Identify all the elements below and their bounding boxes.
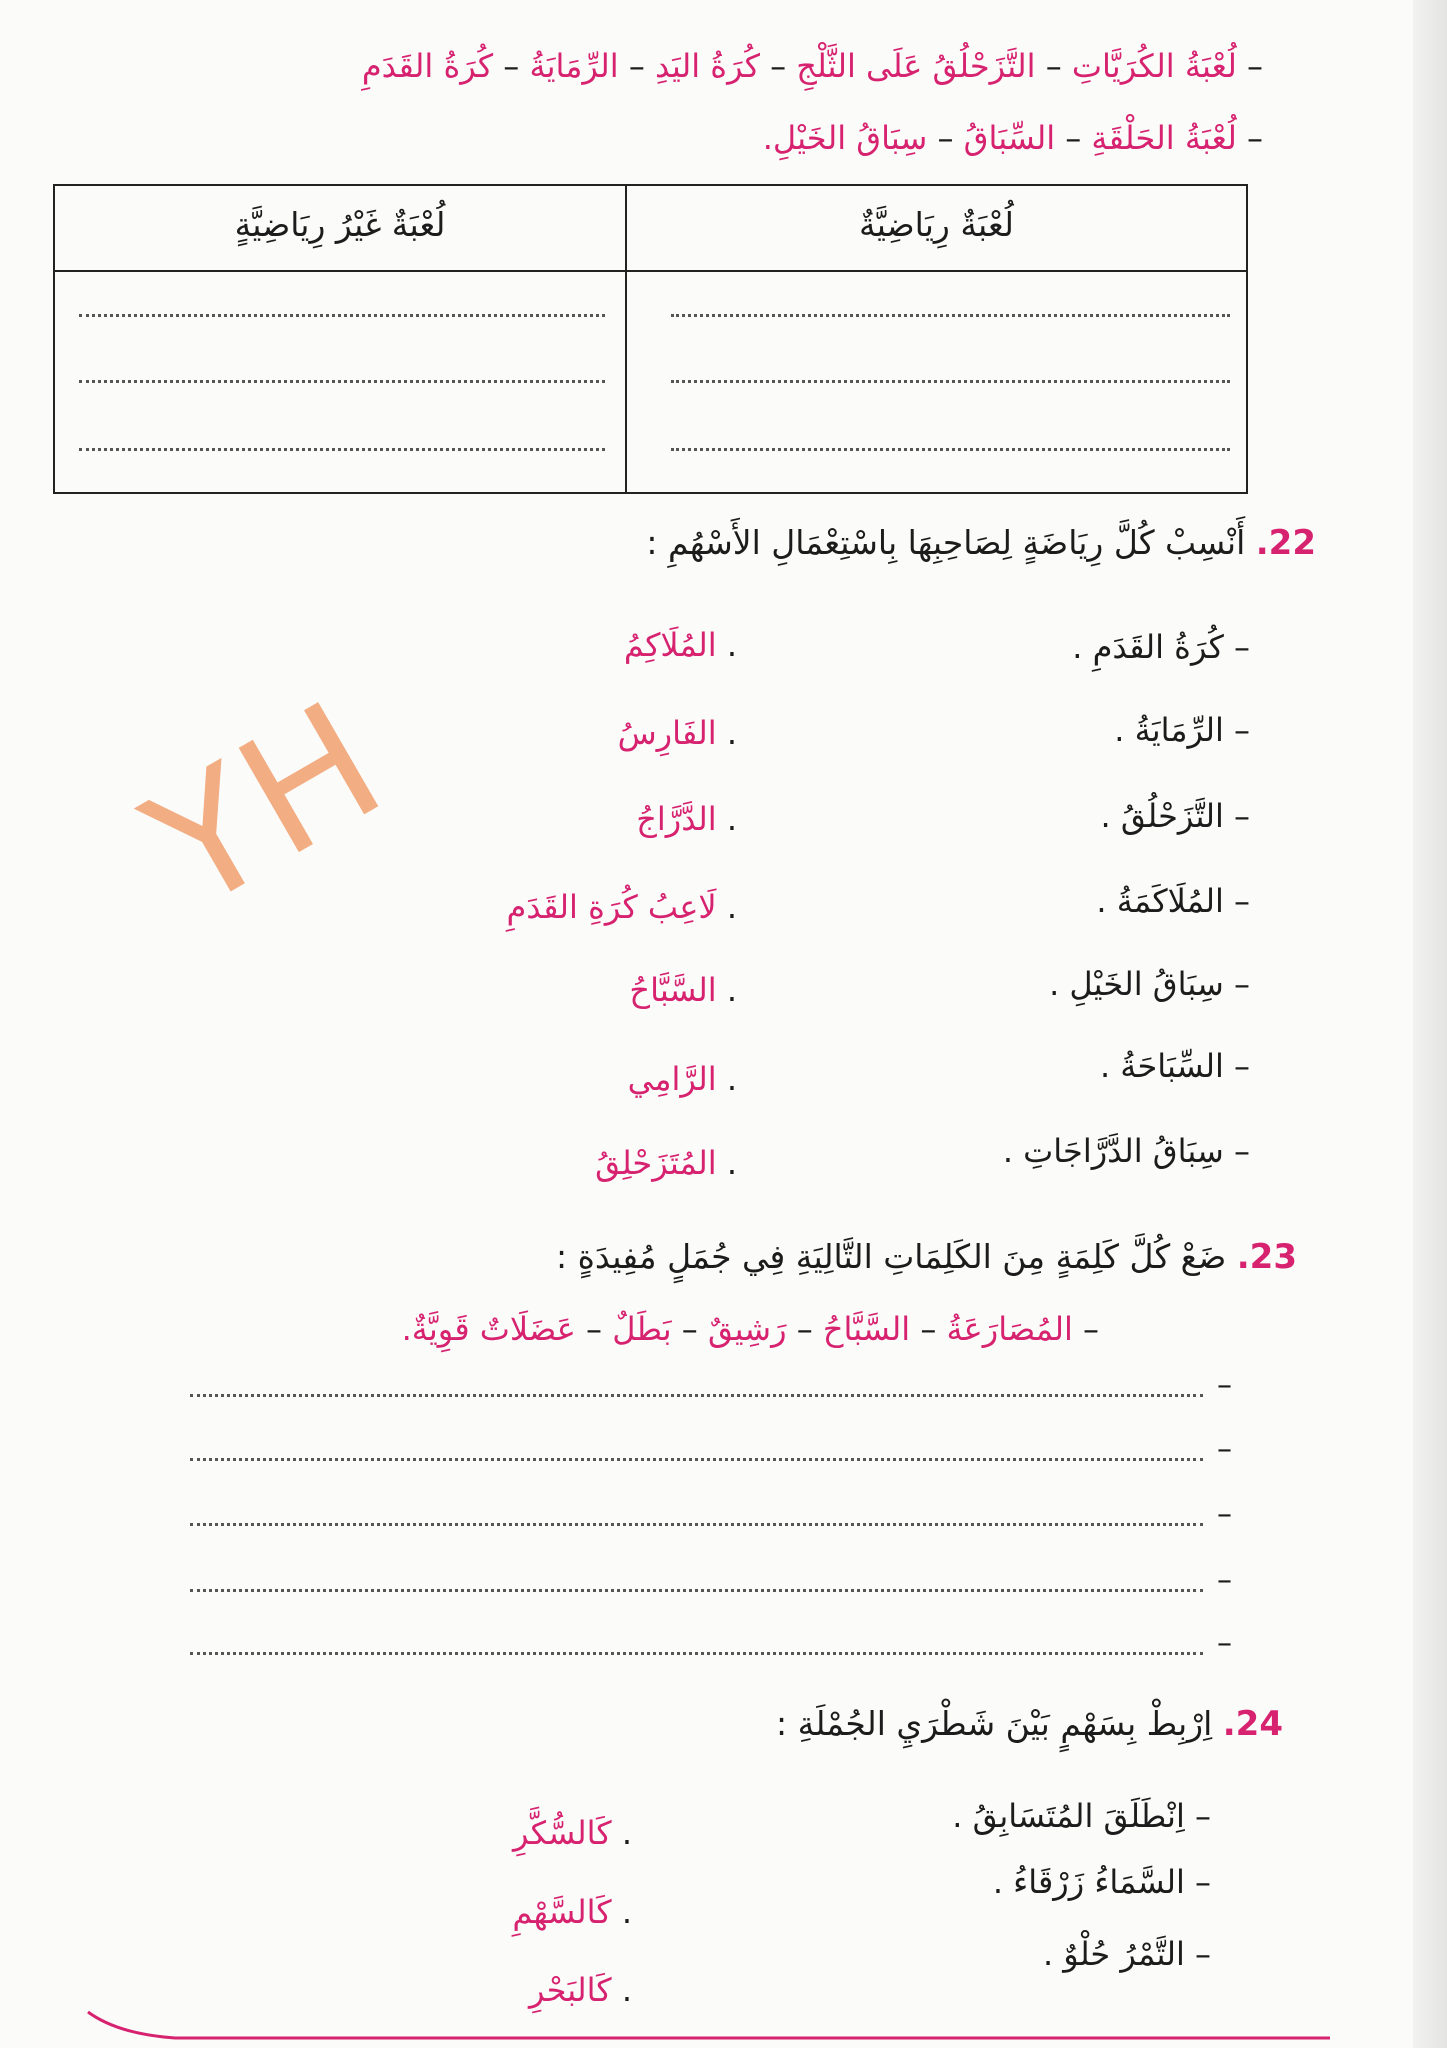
separator: –: [1065, 119, 1082, 157]
separator: –: [586, 1310, 603, 1348]
separator: –: [1083, 1310, 1099, 1348]
separator: –: [681, 1310, 698, 1348]
bullet: .: [726, 626, 737, 664]
sentence-first-half: – اِنْطَلَقَ المُتَسَابِقُ .: [952, 1797, 1211, 1835]
sentence-first-half: – التَّمْرُ حُلْوٌ .: [1042, 1935, 1211, 1973]
athlete-item: [628, 1055, 737, 1103]
dotted-line: [190, 1652, 1203, 1655]
dotted-line: [190, 1523, 1203, 1526]
separator: –: [1045, 47, 1062, 85]
word-bank-item: التَّزَحْلُقُ عَلَى الثَّلْجِ: [796, 47, 1036, 85]
bullet: .: [726, 1144, 737, 1182]
athlete-label: المُتَزَحْلِقُ: [595, 1144, 717, 1182]
sentence-first-half: – السَّمَاءُ زَرْقَاءُ .: [992, 1863, 1211, 1901]
line-marker: –: [1217, 1626, 1232, 1661]
bullet: .: [726, 800, 737, 838]
sentence-answer-line: [190, 1557, 1232, 1601]
separator: –: [628, 47, 645, 85]
question-22-heading: [646, 519, 1316, 567]
athlete-item: [618, 709, 737, 757]
dotted-line: [190, 1458, 1203, 1461]
athlete-item: [506, 883, 737, 931]
question-23-word-list: [402, 1305, 1099, 1353]
question-number: 23.: [1236, 1237, 1297, 1277]
athlete-label: الدَّرَّاجُ: [636, 800, 717, 838]
question-23-heading: [556, 1233, 1297, 1281]
table-header-non-sport: لُعْبَةٌ غَيْرُ رِيَاضِيَّةٍ: [234, 205, 446, 244]
word-item: عَضَلَاتٌ قَوِيَّةٌ.: [401, 1310, 576, 1348]
question-number: 24.: [1222, 1704, 1283, 1744]
sentence-second-half: [529, 1966, 632, 2014]
sport-item: – السِّبَاحَةُ .: [1099, 1047, 1250, 1085]
word-item: السَّبَّاحُ: [822, 1310, 911, 1348]
sentence-second-half: [513, 1809, 632, 1857]
question-instruction: ضَعْ كُلَّ كَلِمَةٍ مِنَ الكَلِمَاتِ التَّالِيَةِ فِي جُمَلٍ مُفِيدَةٍ :: [556, 1237, 1227, 1276]
athlete-item: [595, 1139, 737, 1187]
separator: –: [770, 47, 787, 85]
line-marker: –: [1217, 1432, 1232, 1467]
word-item: المُصَارَعَةُ: [946, 1310, 1073, 1348]
dotted-line: [190, 1589, 1203, 1592]
bullet: .: [621, 1893, 632, 1931]
sport-item: – المُلَاكَمَةُ .: [1096, 882, 1250, 920]
word-bank-item: السِّبَاقُ: [963, 119, 1056, 157]
sentence-answer-line: [190, 1362, 1232, 1406]
sentence-answer-line: [190, 1491, 1232, 1535]
page-edge-shadow: [1413, 0, 1447, 2048]
sentence-answer-line: [190, 1426, 1232, 1470]
word-bank-item: الرِّمَايَةُ: [529, 47, 619, 85]
second-half-label: كَالسَّهْمِ: [512, 1893, 612, 1931]
separator: –: [937, 119, 954, 157]
word-bank-item: لُعْبَةُ الحَلْقَةِ: [1091, 119, 1237, 157]
question-instruction: اِرْبِطْ بِسَهْمٍ بَيْنَ شَطْرَيِ الجُمْلَةِ :: [776, 1704, 1213, 1743]
athlete-label: المُلَاكِمُ: [623, 626, 717, 664]
sport-item: – سِبَاقُ الدَّرَّاجَاتِ .: [1002, 1132, 1250, 1170]
word-bank-item: كُرَةُ اليَدِ: [655, 47, 760, 85]
word-item: بَطَلٌ: [612, 1310, 672, 1348]
answer-line-sport: [671, 380, 1230, 383]
table-header-sport: لُعْبَةٌ رِيَاضِيَّةٌ: [859, 205, 1014, 244]
classification-table: [53, 184, 1248, 494]
athlete-label: الفَارِسُ: [617, 714, 717, 752]
answer-line-non-sport: [79, 448, 605, 451]
word-bank-item: كُرَةُ القَدَمِ: [361, 47, 494, 85]
bottom-decorative-rule: [0, 2008, 1447, 2046]
sport-item: – الرِّمَايَةُ .: [1114, 711, 1250, 749]
athlete-label: السَّبَّاحُ: [629, 971, 717, 1009]
athlete-item: [636, 795, 737, 843]
answer-line-sport: [671, 448, 1230, 451]
word-bank-item: سِبَاقُ الخَيْلِ.: [762, 119, 928, 157]
second-half-label: كَالبَحْرِ: [528, 1971, 612, 2009]
bullet: .: [726, 888, 737, 926]
word-item: رَشِيقٌ: [707, 1310, 787, 1348]
watermark: YH: [117, 663, 416, 947]
athlete-item: [624, 621, 737, 669]
bullet: .: [726, 714, 737, 752]
column-divider: [625, 186, 627, 492]
word-bank-line-2: [763, 114, 1263, 162]
sport-item: – التَّزَحْلُقُ .: [1100, 797, 1250, 835]
separator: –: [920, 1310, 937, 1348]
athlete-label: الرَّامِي: [627, 1060, 717, 1098]
word-bank-line-1: [362, 42, 1263, 90]
second-half-label: كَالسُّكَّرِ: [513, 1814, 612, 1852]
line-marker: –: [1217, 1563, 1232, 1598]
separator: –: [503, 47, 520, 85]
sentence-answer-line: [190, 1620, 1232, 1664]
athlete-label: لَاعِبُ كُرَةِ القَدَمِ: [506, 888, 717, 926]
separator: –: [796, 1310, 813, 1348]
separator: –: [1247, 119, 1263, 157]
bullet: .: [726, 971, 737, 1009]
question-24-heading: [776, 1700, 1283, 1748]
question-number: 22.: [1255, 523, 1316, 563]
dotted-line: [190, 1394, 1203, 1397]
answer-line-non-sport: [79, 314, 605, 317]
line-marker: –: [1217, 1497, 1232, 1532]
bullet: .: [726, 1060, 737, 1098]
sentence-second-half: [512, 1888, 632, 1936]
word-bank-item: لُعْبَةُ الكُرَيَّاتِ: [1071, 47, 1237, 85]
header-divider: [55, 270, 1246, 272]
answer-line-non-sport: [79, 380, 605, 383]
line-marker: –: [1217, 1368, 1232, 1403]
separator: –: [1247, 47, 1263, 85]
bullet: .: [621, 1971, 632, 2009]
bullet: .: [621, 1814, 632, 1852]
sport-item: – كُرَةُ القَدَمِ .: [1072, 628, 1250, 666]
sport-item: – سِبَاقُ الخَيْلِ .: [1049, 965, 1250, 1003]
athlete-item: [629, 966, 737, 1014]
question-instruction: أَنْسِبْ كُلَّ رِيَاضَةٍ لِصَاحِبِهَا بِاسْتِعْمَالِ الأَسْهُمِ :: [646, 523, 1246, 562]
answer-line-sport: [671, 314, 1230, 317]
